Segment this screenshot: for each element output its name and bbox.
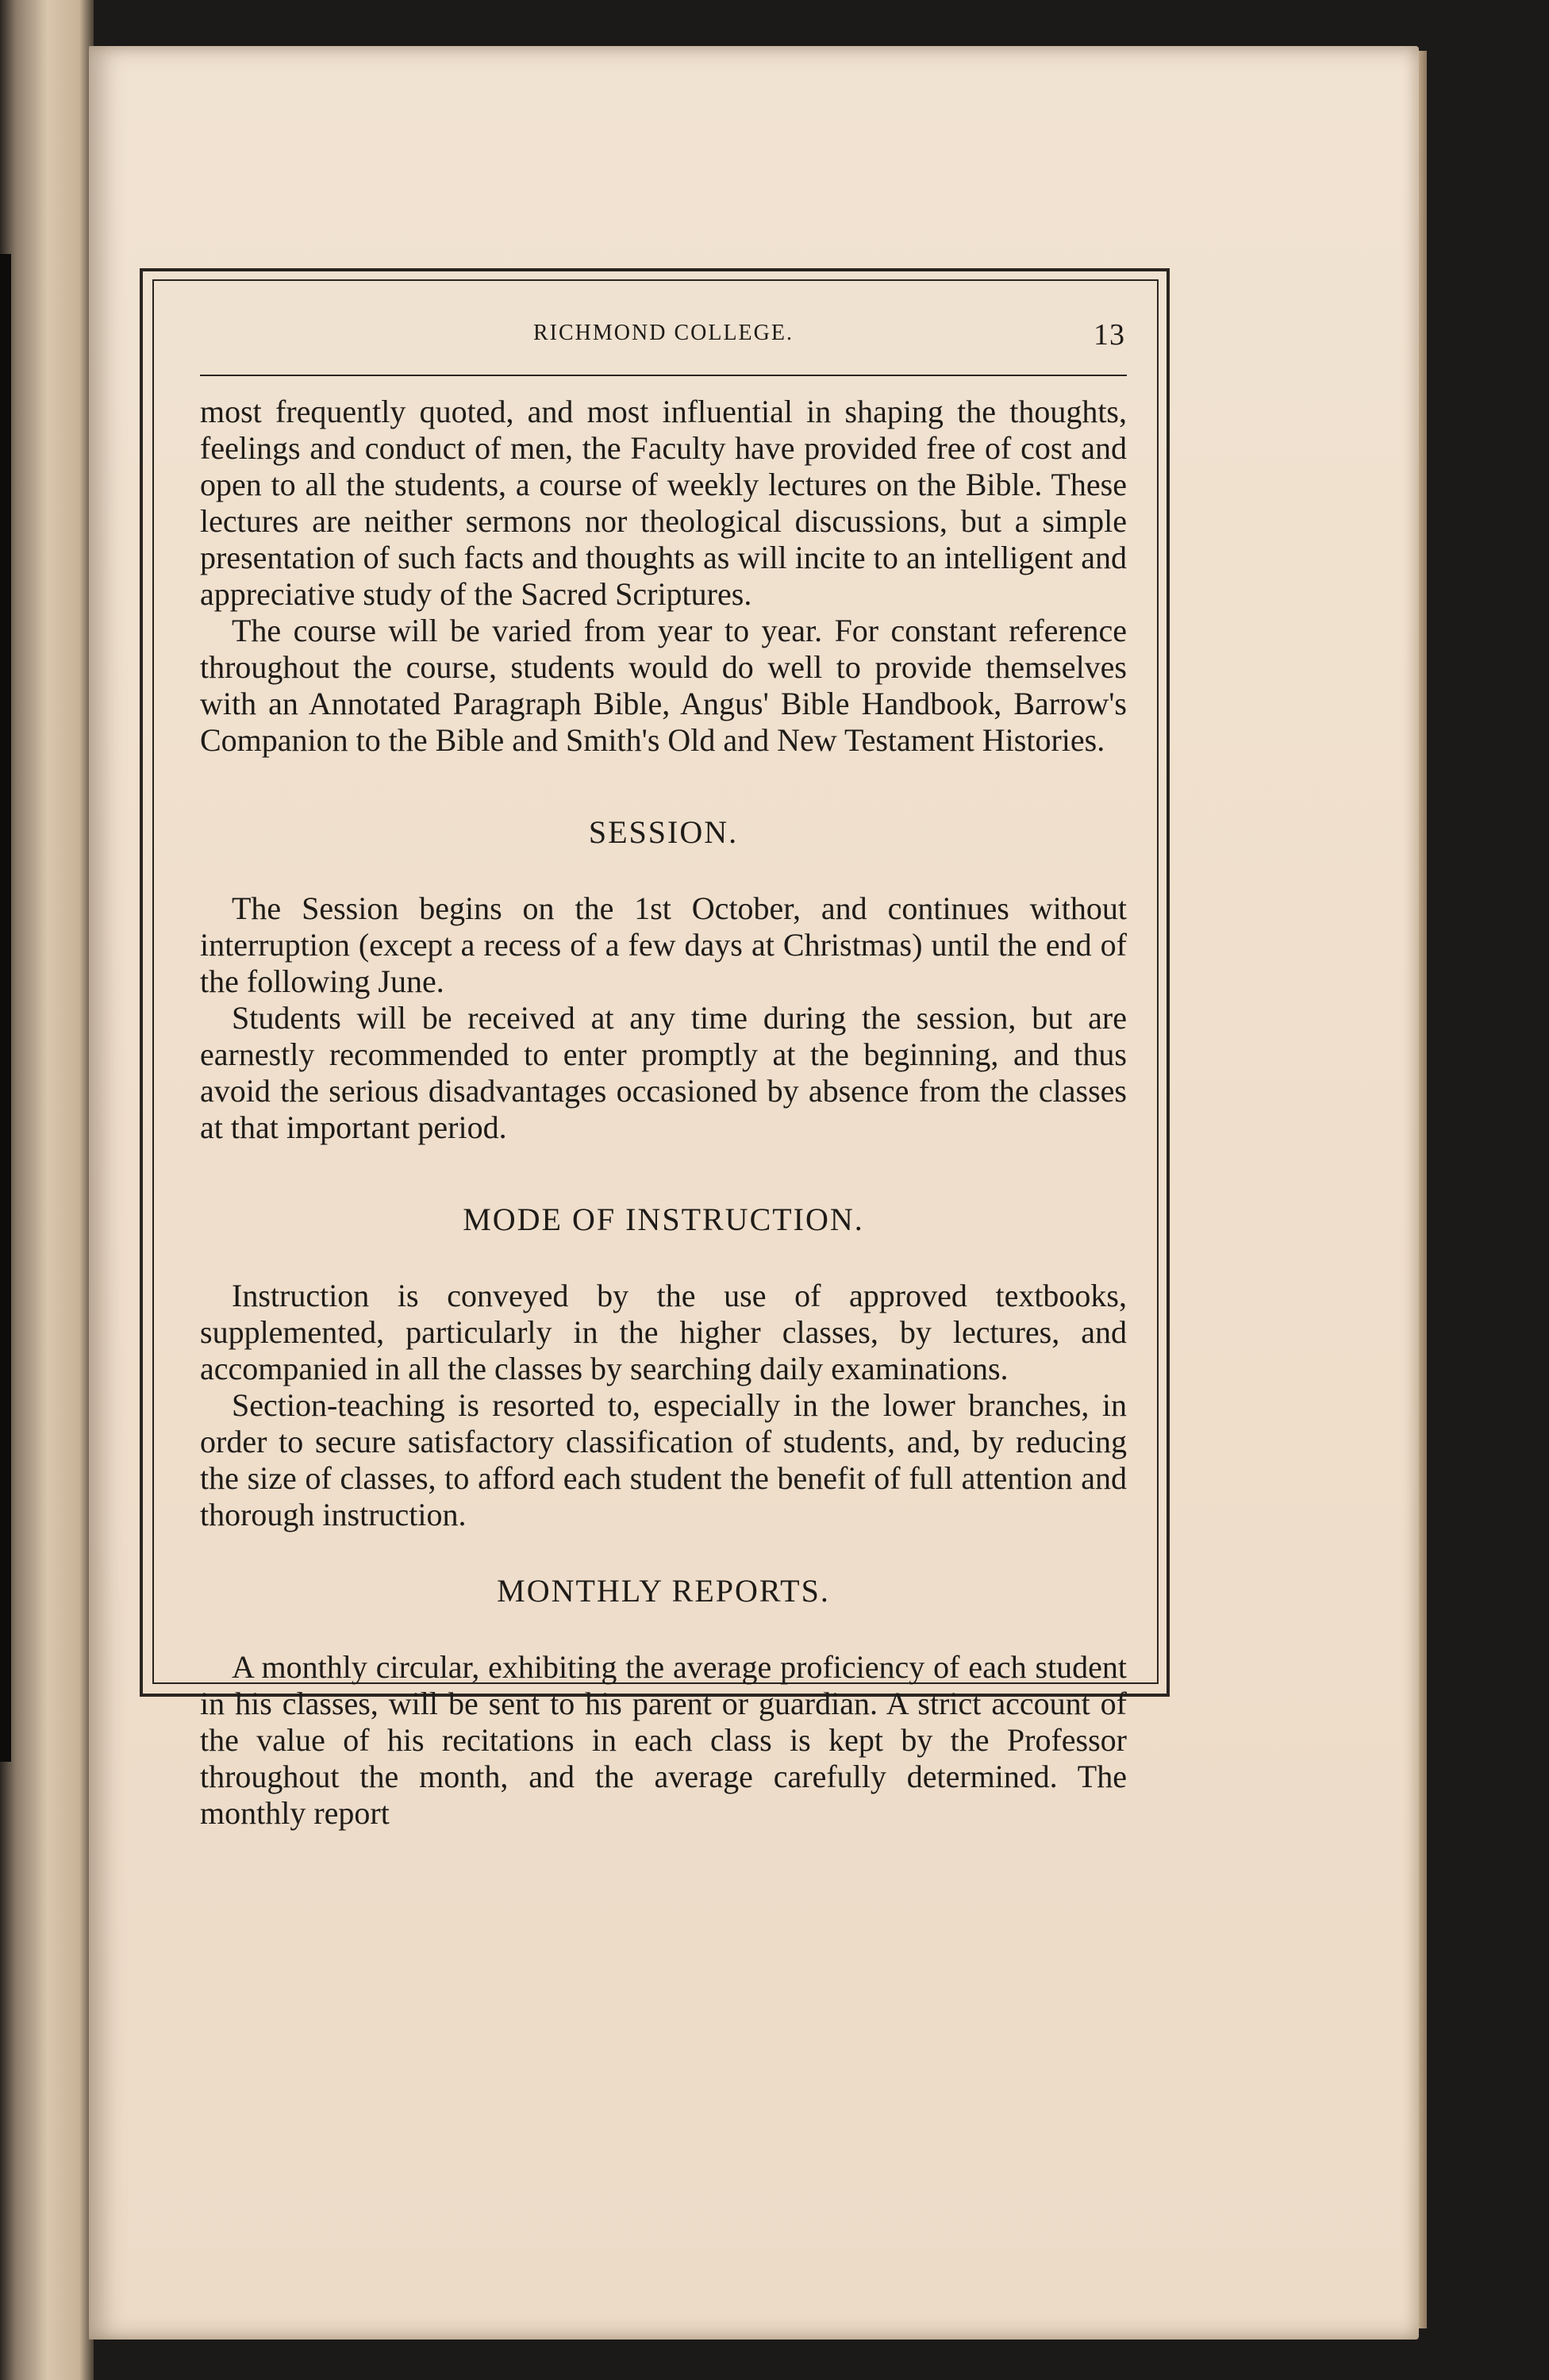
- page-number: 13: [1094, 318, 1125, 352]
- running-title: RICHMOND COLLEGE.: [533, 321, 794, 345]
- section-paragraph: Instruction is conveyed by the use of approved textbooks, supplemented, particularly in the higher classes, by lectures, and accompanied in all the classes by searching daily examinations.: [200, 1278, 1127, 1386]
- section-paragraph: Students will be received at any time during the session, but are earnestly recommended to enter promptly at the beginning, and thus avoid the serious disadvantages occasioned by absence from the classes at that important period.: [200, 1000, 1127, 1145]
- section-paragraph: Section-teaching is resorted to, especially in the lower branches, in order to secure satisfactory classification of students, and, by reducing the size of classes, to afford each student the benefit of full attention and thorough instruction.: [200, 1387, 1127, 1532]
- section-paragraph: The Session begins on the 1st October, and continues without interruption (except a recess of a few days at Christmas) until the end of the following June.: [200, 890, 1127, 999]
- intro-paragraph: The course will be varied from year to year. For constant reference throughout the course, students would do well to provide themselves with an Annotated Paragraph Bible, Angus' Bible Handbook, Barrow's Companion to the Bible and Smith's Old and New Testament Histories.: [200, 613, 1127, 758]
- header-rule: [200, 375, 1127, 376]
- page-content: [200, 311, 1127, 1832]
- section-heading-session: SESSION.: [588, 814, 739, 850]
- section-heading-monthly-reports: MONTHLY REPORTS.: [497, 1573, 830, 1609]
- book-spine-shadow: [0, 254, 11, 1762]
- facing-page-edge: [0, 0, 94, 2380]
- intro-paragraph: most frequently quoted, and most influential in shaping the thoughts, feelings and conduct of men, the Faculty have provided free of cost and open to all the students, a course of weekly lectures on the Bible. These lectures are neither sermons nor theological discussions, but a simple presentation of such facts and thoughts as will incite to an intelligent and appreciative study of the Sacred Scriptures.: [200, 394, 1127, 612]
- section-paragraph: A monthly circular, exhibiting the average proficiency of each student in his classes, will be sent to his parent or guardian. A strict account of the value of his recitations in each class is kept by the Professor throughout the month, and the average carefully determined. The monthly report: [200, 1649, 1127, 1831]
- section-heading-mode-of-instruction: MODE OF INSTRUCTION.: [463, 1202, 864, 1237]
- running-head: [200, 311, 1127, 362]
